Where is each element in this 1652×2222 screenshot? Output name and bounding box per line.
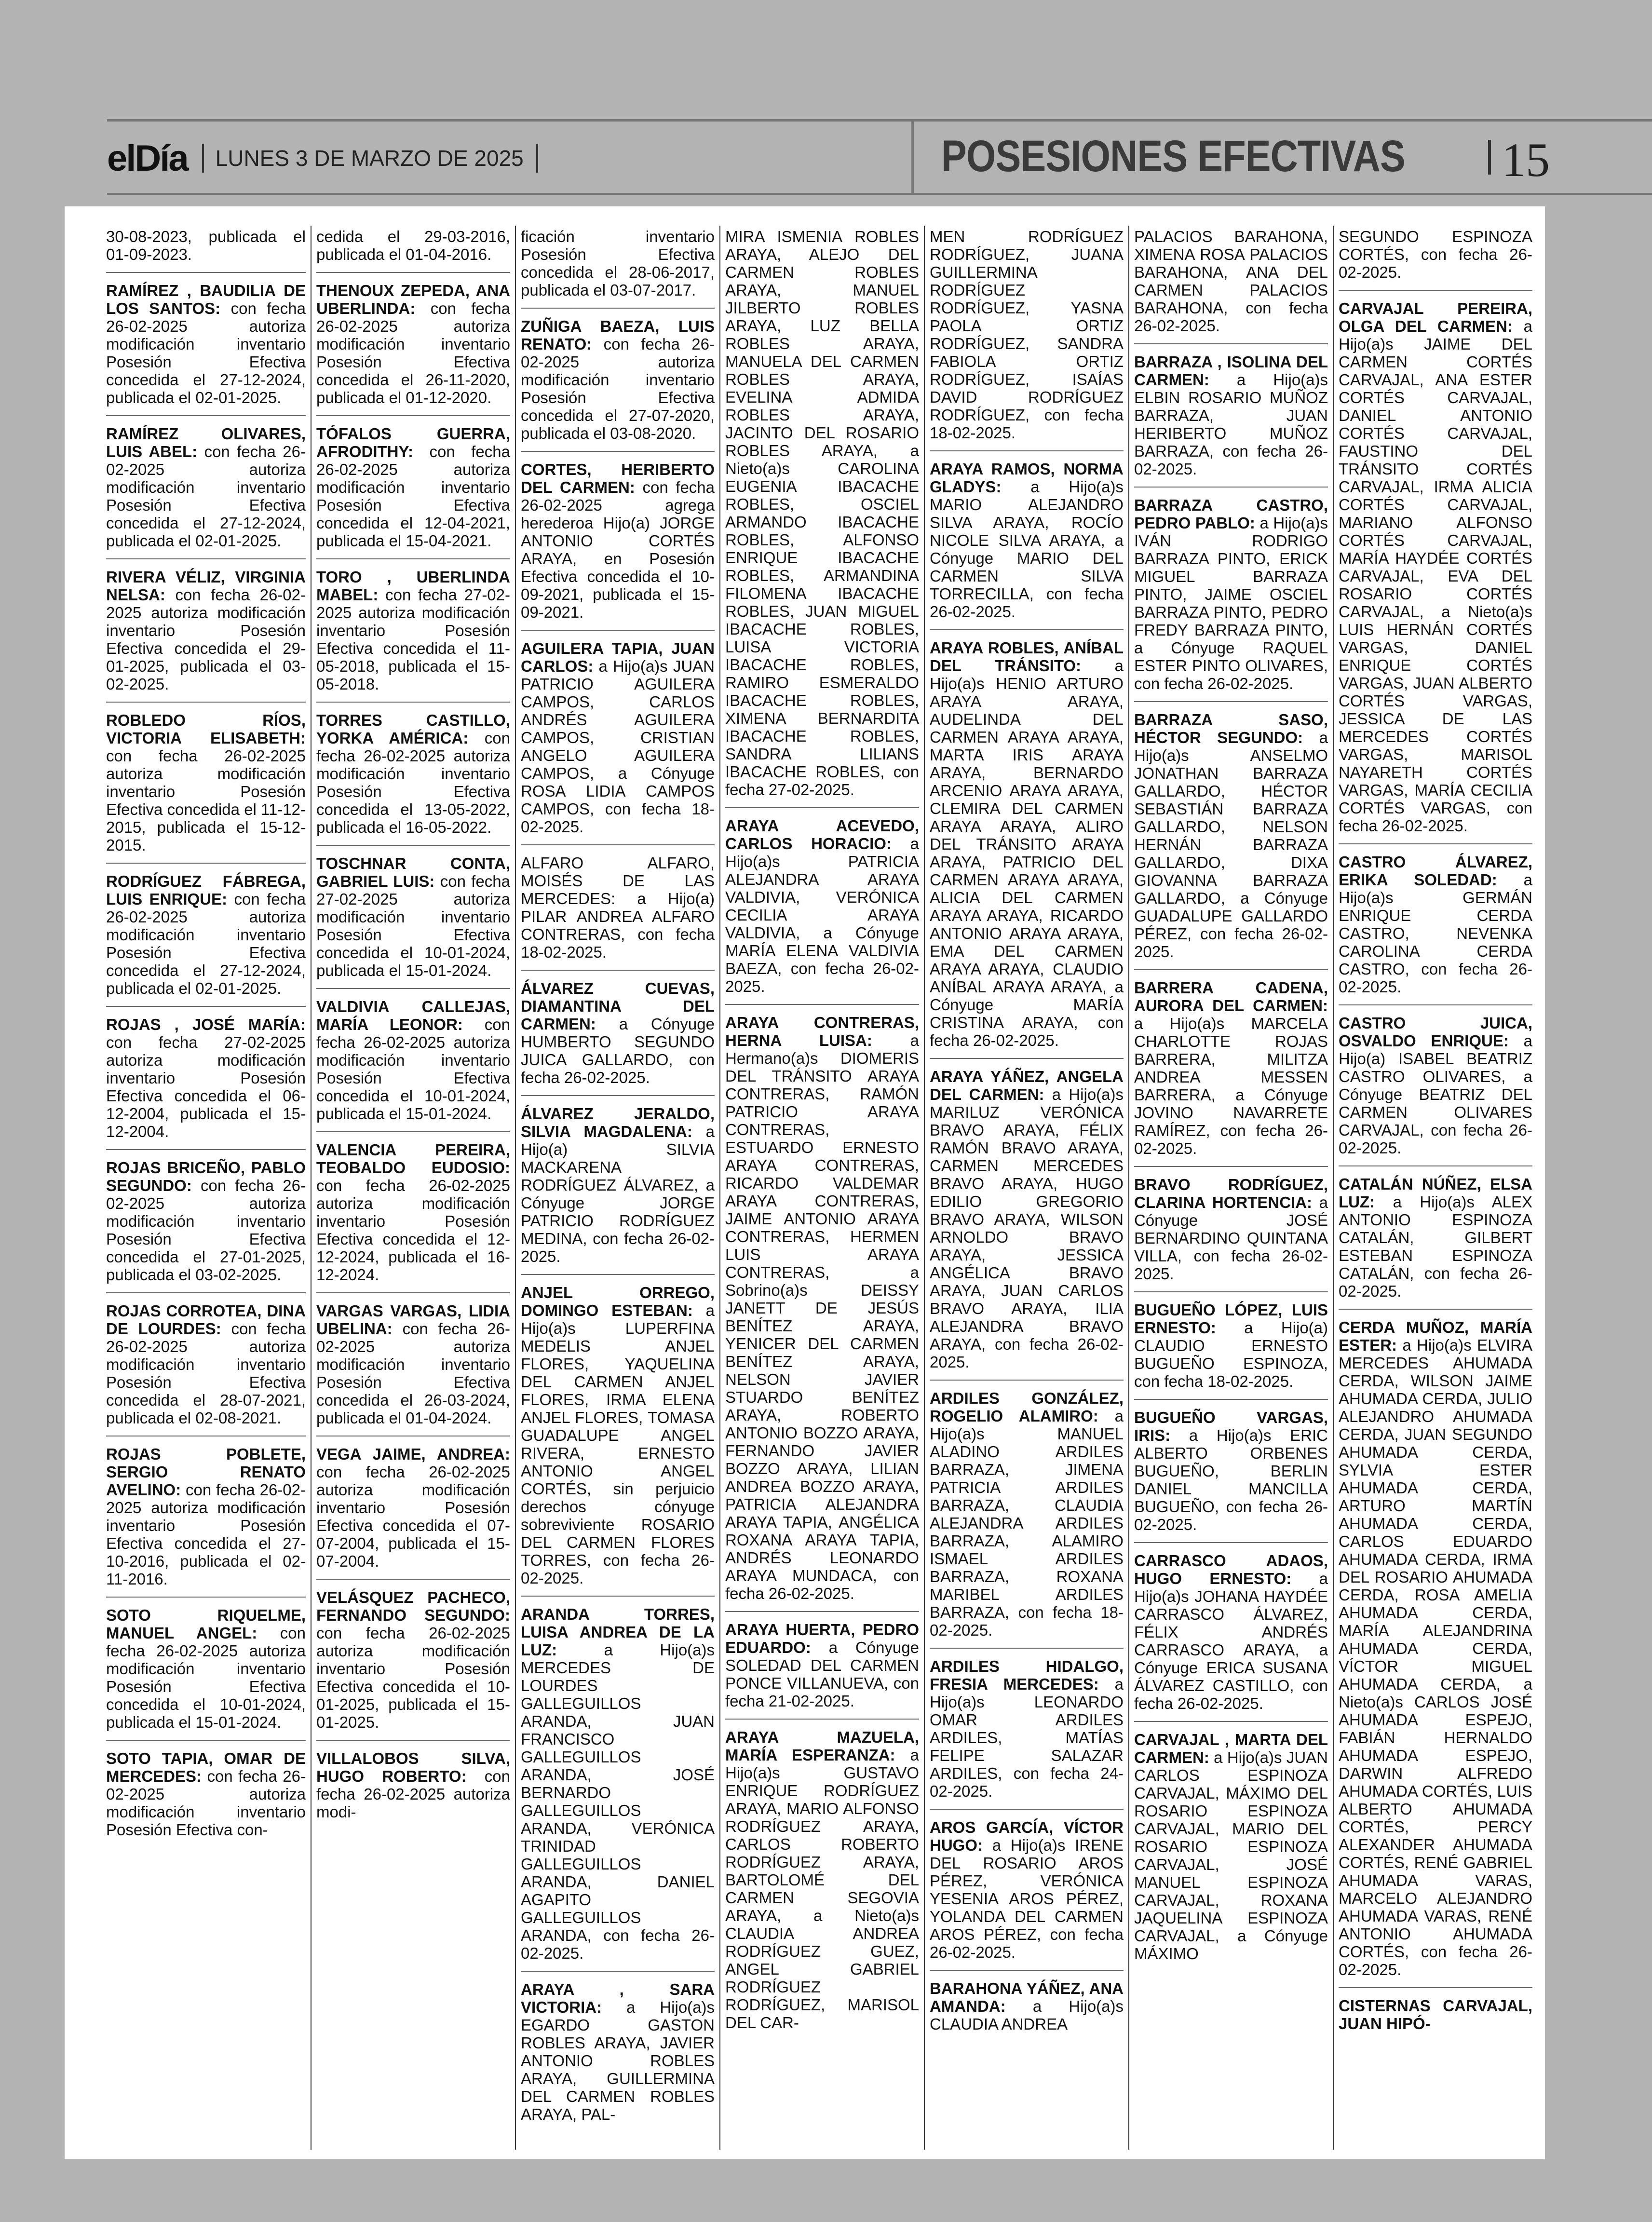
header-vertical-rule xyxy=(911,122,914,194)
decedent-name: BRAVO RODRÍGUEZ, CLARINA HORTENCIA: xyxy=(1134,1176,1328,1211)
notice-text: con fecha 26-02-2025 autoriza modificación inventario Posesión Efectiva concedida el 13-05-2022, publicada el 16-05-2022. xyxy=(316,729,510,836)
notice-entry xyxy=(1339,1012,1532,1166)
page-number: 15 xyxy=(1502,133,1550,187)
notice-entry xyxy=(1134,1550,1328,1722)
decedent-name: ARAYA CONTRERAS, HERNA LUISA: xyxy=(725,1014,919,1049)
notice-entry xyxy=(930,1816,1124,1971)
notice-text: con fecha 26-02-2025 autoriza modificación inventario Posesión Efectiva concedida el 12-04-2021, publicada el 15-04-2021. xyxy=(316,443,510,550)
notice-entry xyxy=(106,1157,306,1293)
notice-entry xyxy=(316,996,510,1132)
notice-entry xyxy=(521,637,715,845)
notice-column xyxy=(924,226,1128,2150)
notice-column xyxy=(515,226,719,2150)
notice-entry xyxy=(106,226,306,273)
notice-text: ALFARO ALFARO, MOISÉS DE LAS MERCEDES: a Hijo(a) PILAR ANDREA ALFARO CONTRERAS, con fecha 18-02-2025. xyxy=(521,854,715,961)
notice-entry xyxy=(316,1443,510,1580)
decedent-name: BUGUEÑO VARGAS, IRIS: xyxy=(1134,1409,1328,1444)
notice-text: a Cónyuge SOLEDAD DEL CARMEN PONCE VILLANUEVA, con fecha 21-02-2025. xyxy=(725,1639,919,1710)
notice-entry xyxy=(930,1387,1124,1649)
notice-text: con fecha 26-02-2025 autoriza modificación inventario Posesión Efectiva concedida el 29-01-2025, publicada el 03-02-2025. xyxy=(106,586,306,693)
notice-columns xyxy=(106,226,1537,2150)
decedent-name: VARGAS VARGAS, LIDIA UBELINA: xyxy=(316,1302,510,1338)
notice-column xyxy=(719,226,924,2150)
notice-text: ficación inventario Posesión Efectiva concedida el 28-06-2017, publicada el 03-07-2017. xyxy=(521,228,715,299)
notice-text: a Hijo(a)s ERIC ALBERTO ORBENES BUGUEÑO, BERLIN DANIEL MANCILLA BUGUEÑO, con fecha 26-02-2025. xyxy=(1134,1426,1328,1533)
notice-entry xyxy=(316,853,510,989)
notice-text: con fecha 26-02-2025 autoriza modificación inventario Posesión Efectiva con- xyxy=(106,1767,306,1839)
notice-entry xyxy=(316,1748,510,1829)
notice-text: con fecha 26-02-2025 autoriza modi- xyxy=(316,1767,511,1821)
notice-text: con fecha 26-02-2025 autoriza modificación inventario Posesión Efectiva concedida el 27-12-2024, publicada el 02-01-2025. xyxy=(106,890,306,997)
decedent-name: VELÁSQUEZ PACHECO, FERNANDO SEGUNDO: xyxy=(316,1588,510,1624)
notice-text: SEGUNDO ESPINOZA CORTÉS, con fecha 26-02-2025. xyxy=(1339,228,1532,281)
notice-text: con fecha 26-02-2025 autoriza modificación inventario Posesión Efectiva concedida el 12-12-2024, publicada el 16-12-2024. xyxy=(316,1177,510,1284)
notice-text: a Hijo(a)s JAIME DEL CARMEN CORTÉS CARVAJAL, ANA ESTER CORTÉS CARVAJAL, DANIEL ANTONIO CORTÉS CARVAJAL, FAUSTINO DEL TRÁNSITO CORTÉS CARVAJAL, IRMA ALICIA CORTÉS CARVAJAL, MARIANO ALFONSO CORTÉS CARVAJAL, MARÍA HAYDÉE CORTÉS CARVAJAL, EVA DEL ROSARIO CORTÉS CARVAJAL, a Nieto(a)s LUIS HERNÁN CORTÉS VARGAS, DANIEL ENRIQUE CORTÉS VARGAS, JUAN ALBERTO CORTÉS VARGAS, JESSICA DE LAS MERCEDES CORTÉS VARGAS, MARISOL NAYARETH CORTÉS VARGAS, MARÍA CECILIA CORTÉS VARGAS, con fecha 26-02-2025. xyxy=(1339,317,1532,835)
section-title: POSESIONES EFECTIVAS xyxy=(941,132,1405,181)
notice-text: a Hijo(a)s MARILUZ VERÓNICA BRAVO ARAYA, FÉLIX RAMÓN BRAVO ARAYA, CARMEN MERCEDES BRAVO ARAYA, HUGO EDILIO GREGORIO BRAVO ARAYA, WILSON ARNOLDO BRAVO ARAYA, JESSICA ANGÉLICA BRAVO ARAYA, JUAN CARLOS BRAVO ARAYA, ILIA ALEJANDRA BRAVO ARAYA, con fecha 26-02-2025. xyxy=(930,1085,1124,1371)
notice-text: con fecha 26-02-2025 autoriza modificación inventario Posesión Efectiva concedida el 26-03-2024, publicada el 01-04-2024. xyxy=(316,1320,510,1427)
decedent-name: CASTRO ÁLVAREZ, ERIKA SOLEDAD: xyxy=(1339,853,1532,889)
notice-entry xyxy=(930,1655,1124,1810)
decedent-name: ARAYA YÁÑEZ, ANGELA DEL CARMEN: xyxy=(930,1068,1124,1103)
notice-entry xyxy=(1134,1299,1328,1400)
decedent-name: CARVAJAL PEREIRA, OLGA DEL CARMEN: xyxy=(1339,299,1532,335)
decedent-name: VILLALOBOS SILVA, HUGO ROBERTO: xyxy=(316,1749,510,1785)
decedent-name: BARRAZA , ISOLINA DEL CARMEN: xyxy=(1134,353,1328,389)
notice-text: a Hijo(a) SILVIA MACKARENA RODRÍGUEZ ÁLVAREZ, a Cónyuge JORGE PATRICIO RODRÍGUEZ MEDINA, con fecha 26-02-2025. xyxy=(521,1123,715,1265)
page-number-divider xyxy=(1488,140,1491,175)
notice-column xyxy=(1128,226,1333,2150)
decedent-name: TOSCHNAR CONTA, GABRIEL LUIS: xyxy=(316,854,510,890)
header-divider xyxy=(536,144,538,173)
decedent-name: VALDIVIA CALLEJAS, MARÍA LEONOR: xyxy=(316,998,510,1033)
decedent-name: ROJAS , JOSÉ MARÍA: xyxy=(106,1016,306,1033)
notice-text: a Hijo(a)s JUAN CARLOS ESPINOZA CARVAJAL, MÁXIMO DEL ROSARIO ESPINOZA CARVAJAL, MARIO DEL ROSARIO ESPINOZA CARVAJAL, JOSÉ MANUEL ESPINOZA CARVAJAL, ROXANA JAQUELINA ESPINOZA CARVAJAL, a Cónyuge MÁXIMO xyxy=(1134,1748,1328,1963)
decedent-name: CISTERNAS CARVAJAL, JUAN HIPÓ- xyxy=(1339,1997,1532,2032)
notice-entry xyxy=(106,280,306,416)
notice-entry xyxy=(1134,1174,1328,1292)
notice-entry xyxy=(106,1014,306,1150)
decedent-name: ROJAS POBLETE, SERGIO RENATO AVELINO: xyxy=(106,1445,306,1499)
notice-text: MEN RODRÍGUEZ RODRÍGUEZ, JUANA GUILLERMINA RODRÍGUEZ RODRÍGUEZ, YASNA PAOLA ORTIZ RODRÍGUEZ, SANDRA FABIOLA ORTIZ RODRÍGUEZ, ISAÍAS DAVID RODRÍGUEZ RODRÍGUEZ, con fecha 18-02-2025. xyxy=(930,228,1124,442)
notice-entry xyxy=(106,709,306,864)
decedent-name: TÓFALOS GUERRA, AFRODITHY: xyxy=(316,425,510,461)
decedent-name: RAMÍREZ , BAUDILIA DE LOS SANTOS: xyxy=(106,282,306,317)
notice-entry xyxy=(1339,1173,1532,1310)
decedent-name: ANJEL ORREGO, DOMINGO ESTEBAN: xyxy=(521,1284,715,1319)
notice-entry xyxy=(316,566,510,703)
notice-entry xyxy=(316,280,510,416)
decedent-name: ARAYA ROBLES, ANÍBAL DEL TRÁNSITO: xyxy=(930,639,1124,675)
notice-entry xyxy=(316,1586,510,1741)
header-bottom-rule xyxy=(107,193,1652,195)
notice-entry xyxy=(106,566,306,703)
decedent-name: ARDILES GONZÁLEZ, ROGELIO ALAMIRO: xyxy=(930,1389,1124,1425)
notice-text: a Hijo(a)s ANSELMO JONATHAN BARRAZA GALLARDO, HÉCTOR SEBASTIÁN BARRAZA GALLARDO, NELSON HERNÁN BARRAZA GALLARDO, DIXA GIOVANNA BARRAZA GALLARDO, a Cónyuge GUADALUPE GALLARDO PÉREZ, con fecha 26-02-2025. xyxy=(1134,729,1328,961)
notice-entry xyxy=(1339,851,1532,1005)
notice-entry xyxy=(1339,226,1532,291)
notice-entry xyxy=(106,870,306,1007)
decedent-name: RIVERA VÉLIZ, VIRGINIA NELSA: xyxy=(106,568,306,604)
decedent-name: ZUÑIGA BAEZA, LUIS RENATO: xyxy=(521,317,715,353)
notice-text: a Hijo(a)s IRENE DEL ROSARIO AROS PÉREZ, VERÓNICA YESENIA AROS PÉREZ, YOLANDA DEL CARMEN AROS PÉREZ, con fecha 26-02-2025. xyxy=(930,1836,1124,1961)
notice-entry xyxy=(106,1300,306,1436)
decedent-name: ARAYA , SARA VICTORIA: xyxy=(521,1980,715,2016)
notice-text: a Hijo(a)s MANUEL ALADINO ARDILES BARRAZA, JIMENA PATRICIA ARDILES BARRAZA, CLAUDIA ALEJANDRA ARDILES BARRAZA, ALAMIRO ISMAEL ARDILES BARRAZA, ROXANA MARIBEL ARDILES BARRAZA, con fecha 18-02-2025. xyxy=(930,1407,1124,1639)
notice-text: con fecha 26-02-2025 autoriza modificación inventario Posesión Efectiva concedida el 27-12-2024, publicada el 02-01-2025. xyxy=(106,443,306,550)
decedent-name: CATALÁN NÚÑEZ, ELSA LUZ: xyxy=(1339,1175,1532,1211)
notice-text: con fecha 26-02-2025 agrega herederoa Hijo(a) JORGE ANTONIO CORTÉS ARAYA, en Posesión Efectiva concedida el 10-09-2021, publicada el 15-09-2021. xyxy=(521,478,715,621)
notice-text: con fecha 26-02-2025 autoriza modificación inventario Posesión Efectiva concedida el 26-11-2020, publicada el 01-12-2020. xyxy=(316,299,511,406)
notice-entry xyxy=(521,977,715,1096)
issue-date: LUNES 3 DE MARZO DE 2025 xyxy=(215,146,524,171)
notice-text: a Hermano(a)s DIOMERIS DEL TRÁNSITO ARAYA CONTRERAS, RAMÓN PATRICIO ARAYA CONTRERAS, ESTUARDO ERNESTO ARAYA CONTRERAS, RICARDO VALDEMAR ARAYA CONTRERAS, JAIME ANTONIO ARAYA CONTRERAS, HERMEN LUIS ARAYA CONTRERAS, a Sobrino(a)s DEISSY JANETT DE JESÚS BENÍTEZ ARAYA, YENICER DEL CARMEN BENÍTEZ ARAYA, NELSON JAVIER STUARDO BENÍTEZ ARAYA, ROBERTO ANTONIO BOZZO ARAYA, FERNANDO JAVIER BOZZO ARAYA, LILIAN ANDREA BOZZO ARAYA, PATRICIA ALEJANDRA ARAYA TAPIA, ANGÉLICA ROXANA ARAYA TAPIA, ANDRÉS LEONARDO ARAYA MUNDACA, con fecha 26-02-2025. xyxy=(725,1031,919,1602)
notice-text: con fecha 26-02-2025 autoriza modificación inventario Posesión Efectiva concedida el 27-01-2025, publicada el 03-02-2025. xyxy=(106,1177,306,1284)
decedent-name: ARAYA RAMOS, NORMA GLADYS: xyxy=(930,460,1124,496)
decedent-name: TORO , UBERLINDA MABEL: xyxy=(316,568,510,604)
notice-text: a Hijo(a) CLAUDIO ERNESTO BUGUEÑO ESPINOZA, con fecha 18-02-2025. xyxy=(1134,1319,1328,1390)
notice-text: a Hijo(a)s ELBIN ROSARIO MUÑOZ BARRAZA, JUAN HERIBERTO MUÑOZ BARRAZA, con fecha 26-02-2025. xyxy=(1134,371,1328,478)
notice-column xyxy=(106,226,311,2150)
notice-text: a Hijo(a)s IVÁN RODRIGO BARRAZA PINTO, ERICK MIGUEL BARRAZA PINTO, JAIME OSCIEL BARRAZA PINTO, PEDRO FREDY BARRAZA PINTO, a Cónyuge RAQUEL ESTER PINTO OLIVARES, con fecha 26-02-2025. xyxy=(1134,514,1328,692)
decedent-name: CARRASCO ADAOS, HUGO ERNESTO: xyxy=(1134,1552,1328,1587)
notice-entry xyxy=(1339,1995,1532,2041)
notice-text: PALACIOS BARAHONA, XIMENA ROSA PALACIOS BARAHONA, ANA DEL CARMEN PALACIOS BARAHONA, con fecha 26-02-2025. xyxy=(1134,228,1328,335)
notice-entry xyxy=(521,315,715,452)
decedent-name: VEGA JAIME, ANDREA: xyxy=(316,1445,510,1463)
notice-entry xyxy=(521,226,715,309)
notice-entry xyxy=(1339,298,1532,844)
notice-column xyxy=(1333,226,1537,2150)
notice-entry xyxy=(106,423,306,559)
decedent-name: AGUILERA TAPIA, JUAN CARLOS: xyxy=(521,639,715,675)
decedent-name: ROBLEDO RÍOS, VICTORIA ELISABETH: xyxy=(106,711,306,747)
notice-entry xyxy=(316,1300,510,1436)
notice-text: con fecha 26-02-2025 autoriza modificación inventario Posesión Efectiva concedida el 10-01-2025, publicada el 15-01-2025. xyxy=(316,1624,510,1731)
notice-entry xyxy=(1134,977,1328,1167)
decedent-name: ARAYA ACEVEDO, CARLOS HORACIO: xyxy=(725,817,919,853)
notice-text: a Hijo(a)s JOHANA HAYDÉE CARRASCO ÁLVAREZ, FÉLIX ANDRÉS CARRASCO ARAYA, a Cónyuge ERICA SUSANA ÁLVAREZ CASTILLO, con fecha 26-02-2025. xyxy=(1134,1570,1328,1712)
notice-text: con fecha 27-02-2025 autoriza modificación inventario Posesión Efectiva concedida el 11-05-2018, publicada el 15-05-2018. xyxy=(316,586,510,693)
decedent-name: BARRAZA CASTRO, PEDRO PABLO: xyxy=(1134,496,1328,532)
notice-entry xyxy=(106,1443,306,1598)
notice-text: 30-08-2023, publicada el 01-09-2023. xyxy=(106,228,306,263)
notice-entry xyxy=(1134,226,1328,344)
decedent-name: THENOUX ZEPEDA, ANA UBERLINDA: xyxy=(316,282,510,317)
notice-entry xyxy=(521,1603,715,1972)
notice-entry xyxy=(316,709,510,846)
notice-entry xyxy=(316,226,510,273)
notice-entry xyxy=(521,1978,715,2132)
decedent-name: RODRÍGUEZ FÁBREGA, LUIS ENRIQUE: xyxy=(106,872,306,908)
notice-text: a Hijo(a)s MARIO ALEJANDRO SILVA ARAYA, ROCÍO NICOLE SILVA ARAYA, a Cónyuge MARIO DEL CARMEN SILVA TORRECILLA, con fecha 26-02-2025. xyxy=(930,478,1124,621)
notice-text: a Hijo(a)s PATRICIA ALEJANDRA ARAYA VALDIVIA, VERÓNICA CECILIA ARAYA VALDIVIA, a Cónyuge MARÍA ELENA VALDIVIA BAEZA, con fecha 26-02-2025. xyxy=(725,835,920,995)
notice-text: a Hijo(a)s JUAN PATRICIO AGUILERA CAMPOS, CARLOS ANDRÉS AGUILERA CAMPOS, CRISTIAN ANGELO AGUILERA CAMPOS, a Cónyuge ROSA LIDIA CAMPOS CAMPOS, con fecha 18-02-2025. xyxy=(521,657,715,836)
decedent-name: ROJAS CORROTEA, DINA DE LOURDES: xyxy=(106,1302,306,1338)
notice-text: con fecha 26-02-2025 autoriza modificación inventario Posesión Efectiva concedida el 27-10-2016, publicada el 02-11-2016. xyxy=(106,1481,306,1588)
notice-entry xyxy=(930,458,1124,630)
notice-text: a Hijo(a)s MARCELA CHARLOTTE ROJAS BARRERA, MILITZA ANDREA MESSEN BARRERA, a Cónyuge JOVINO NAVARRETE RAMÍREZ, con fecha 26-02-2025. xyxy=(1134,1015,1328,1157)
decedent-name: ARAYA HUERTA, PEDRO EDUARDO: xyxy=(725,1621,919,1656)
notice-text: con fecha 27-02-2025 autoriza modificación inventario Posesión Efectiva concedida el 06-12-2004, publicada el 15-12-2004. xyxy=(106,1033,306,1140)
notice-text: a Hijo(a)s EGARDO GASTON ROBLES ARAYA, JAVIER ANTONIO ROBLES ARAYA, GUILLERMINA DEL CARMEN ROBLES ARAYA, PAL- xyxy=(521,1998,715,2123)
decedent-name: ROJAS BRICEÑO, PABLO SEGUNDO: xyxy=(106,1159,306,1194)
notice-entry xyxy=(725,815,919,1005)
decedent-name: ARDILES HIDALGO, FRESIA MERCEDES: xyxy=(930,1657,1124,1693)
notice-text: con fecha 26-02-2025 autoriza modificación inventario Posesión Efectiva concedida el 11-12-2015, publicada el 15-12-2015. xyxy=(106,747,306,854)
notice-entry xyxy=(725,226,919,808)
notice-text: a Hijo(a)s ALEX ANTONIO ESPINOZA CATALÁN, GILBERT ESTEBAN ESPINOZA CATALÁN, con fecha 26-02-2025. xyxy=(1339,1193,1532,1300)
notice-text: cedida el 29-03-2016, publicada el 01-04-2016. xyxy=(316,228,510,263)
decedent-name: BARRAZA SASO, HÉCTOR SEGUNDO: xyxy=(1134,711,1328,746)
notice-text: a Hijo(a)s LEONARDO OMAR ARDILES ARDILES, MATÍAS FELIPE SALAZAR ARDILES, con fecha 24-02-2025. xyxy=(930,1675,1124,1800)
decedent-name: BUGUEÑO LÓPEZ, LUIS ERNESTO: xyxy=(1134,1301,1328,1337)
notice-entry xyxy=(521,459,715,631)
decedent-name: SOTO TAPIA, OMAR DE MERCEDES: xyxy=(106,1749,306,1785)
notice-text: a Hijo(a)s GUSTAVO ENRIQUE RODRÍGUEZ ARAYA, MARIO ALFONSO RODRÍGUEZ ARAYA, CARLOS ROBERTO RODRÍGUEZ ARAYA, BARTOLOMÉ DEL CARMEN SEGOVIA ARAYA, a Nieto(a)s CLAUDIA ANDREA RODRÍGUEZ GUEZ, ANGEL GABRIEL RODRÍGUEZ RODRÍGUEZ, MARISOL DEL CAR- xyxy=(725,1746,919,2032)
decedent-name: ÁLVAREZ CUEVAS, DIAMANTINA DEL CARMEN: xyxy=(521,979,715,1033)
decedent-name: BARRERA CADENA, AURORA DEL CARMEN: xyxy=(1134,979,1328,1015)
notice-entry xyxy=(521,852,715,971)
notice-text: MIRA ISMENIA ROBLES ARAYA, ALEJO DEL CARMEN ROBLES ARAYA, MANUEL JILBERTO ROBLES ARAYA, LUZ BELLA ROBLES ARAYA, MANUELA DEL CARMEN ROBLES ARAYA, EVELINA ADMIDA ROBLES ARAYA, JACINTO DEL ROSARIO ROBLES ARAYA, a Nieto(a)s CAROLINA EUGENIA IBACACHE ROBLES, OSCIEL ARMANDO IBACACHE ROBLES, ALFONSO ENRIQUE IBACACHE ROBLES, ARMANDINA FILOMENA IBACACHE ROBLES, JUAN MIGUEL IBACACHE ROBLES, LUISA VICTORIA IBACACHE ROBLES, RAMIRO ESMERALDO IBACACHE ROBLES, XIMENA BERNARDITA IBACACHE ROBLES, SANDRA LILIANS IBACACHE ROBLES, con fecha 27-02-2025. xyxy=(725,228,919,799)
decedent-name: BARAHONA YÁÑEZ, ANA AMANDA: xyxy=(930,1979,1124,2015)
notice-entry xyxy=(930,1978,1124,2042)
decedent-name: RAMÍREZ OLIVARES, LUIS ABEL: xyxy=(106,425,306,461)
notice-entry xyxy=(1134,494,1328,702)
notice-entry xyxy=(106,1604,306,1741)
notice-text: con fecha 27-02-2025 autoriza modificación inventario Posesión Efectiva concedida el 10-01-2024, publicada el 15-01-2024. xyxy=(316,872,511,979)
decedent-name: CARVAJAL , MARTA DEL CARMEN: xyxy=(1134,1731,1328,1766)
notice-entry xyxy=(1134,351,1328,488)
decedent-name: CASTRO JUICA, OSVALDO ENRIQUE: xyxy=(1339,1014,1532,1050)
notice-entry xyxy=(316,423,510,559)
page-header xyxy=(107,122,1652,194)
notice-entry xyxy=(1134,1407,1328,1543)
notice-text: con fecha 26-02-2025 autoriza modificación inventario Posesión Efectiva concedida el 10-01-2024, publicada el 15-01-2024. xyxy=(106,1624,306,1731)
notice-entry xyxy=(106,1748,306,1847)
notice-entry xyxy=(930,637,1124,1059)
notice-text: con fecha 26-02-2025 autoriza modificación inventario Posesión Efectiva concedida el 27-07-2020, publicada el 03-08-2020. xyxy=(521,335,715,442)
notice-entry xyxy=(316,1139,510,1293)
notice-entry xyxy=(1134,709,1328,970)
notice-text: a Hijo(a)s CLAUDIA ANDREA xyxy=(930,1997,1124,2033)
header-left xyxy=(107,139,538,177)
decedent-name: CERDA MUÑOZ, MARÍA ESTER: xyxy=(1339,1318,1532,1354)
newspaper-logo: elDía xyxy=(107,137,188,179)
notice-entry xyxy=(521,1282,715,1597)
decedent-name: VALENCIA PEREIRA, TEOBALDO EUDOSIO: xyxy=(316,1141,510,1177)
decedent-name: CORTES, HERIBERTO DEL CARMEN: xyxy=(521,461,715,496)
decedent-name: ARANDA TORRES, LUISA ANDREA DE LA LUZ: xyxy=(521,1605,715,1659)
notice-text: a Hijo(a)s HENIO ARTURO ARAYA ARAYA, AUDELINDA DEL CARMEN ARAYA ARAYA, MARTA IRIS ARAYA ARAYA, BERNARDO ARCENIO ARAYA ARAYA, CLEMIRA DEL CARMEN ARAYA ARAYA, ALIRO DEL TRÁNSITO ARAYA ARAYA, PATRICIO DEL CARMEN ARAYA ARAYA, ALICIA DEL CARMEN ARAYA ARAYA, RICARDO ANTONIO ARAYA ARAYA, EMA DEL CARMEN ARAYA ARAYA, CLAUDIO ANÍBAL ARAYA ARAYA, a Cónyuge MARÍA CRISTINA ARAYA, con fecha 26-02-2025. xyxy=(930,657,1124,1049)
notice-entry xyxy=(930,226,1124,451)
notice-text: a Hijo(a)s LUPERFINA MEDELIS ANJEL FLORES, YAQUELINA DEL CARMEN ANJEL FLORES, IRMA ELENA ANJEL FLORES, TOMASA GUADALUPE ANGEL RIVERA, ERNESTO ANTONIO ANGEL CORTÉS, sin perjuicio derechos cónyuge sobreviviente ROSARIO DEL CARMEN FLORES TORRES, con fecha 26-02-2025. xyxy=(521,1301,715,1587)
notice-text: a Hijo(a)s GERMÁN ENRIQUE CERDA CASTRO, NEVENKA CAROLINA CERDA CASTRO, con fecha 26-02-2025. xyxy=(1339,871,1533,996)
notice-entry xyxy=(725,1619,919,1720)
notice-text: a Cónyuge JOSÉ BERNARDINO QUINTANA VILLA, con fecha 26-02-2025. xyxy=(1134,1193,1328,1283)
notice-entry xyxy=(1339,1316,1532,1988)
notice-entry xyxy=(930,1066,1124,1381)
notice-text: a Cónyuge HUMBERTO SEGUNDO JUICA GALLARDO, con fecha 26-02-2025. xyxy=(521,1015,715,1086)
notice-entry xyxy=(1134,1729,1328,1971)
notice-entry xyxy=(725,1012,919,1612)
decedent-name: SOTO RIQUELME, MANUEL ANGEL: xyxy=(106,1606,306,1642)
notice-text: con fecha 26-02-2025 autoriza modificación inventario Posesión Efectiva concedida el 27-12-2024, publicada el 02-01-2025. xyxy=(106,299,306,406)
notice-text: a Hijo(a)s ELVIRA MERCEDES AHUMADA CERDA, WILSON JAIME AHUMADA CERDA, JULIO ALEJANDRO AHUMADA CERDA, JUAN SEGUNDO AHUMADA CERDA, SYLVIA ESTER AHUMADA CERDA, ARTURO MARTÍN AHUMADA CERDA, CARLOS EDUARDO AHUMADA CERDA, IRMA DEL ROSARIO AHUMADA CERDA, ROSA AMELIA AHUMADA CERDA, MARÍA ALEJANDRINA AHUMADA CERDA, VÍCTOR MIGUEL AHUMADA CERDA, a Nieto(a)s CARLOS JOSÉ AHUMADA ESPEJO, FABIÁN HERNALDO AHUMADA ESPEJO, DARWIN ALFREDO AHUMADA CORTÉS, LUIS ALBERTO AHUMADA CORTÉS, PERCY ALEXANDER AHUMADA CORTÉS, RENÉ GABRIEL AHUMADA VARAS, MARCELO ALEJANDRO AHUMADA VARAS, RENÉ ANTONIO AHUMADA CORTÉS, con fecha 26-02-2025. xyxy=(1339,1336,1532,1978)
notice-text: con fecha 26-02-2025 autoriza modificación inventario Posesión Efectiva concedida el 07-07-2004, publicada el 15-07-2004. xyxy=(316,1463,510,1570)
page-body xyxy=(65,206,1545,2159)
notice-text: con fecha 26-02-2025 autoriza modificación inventario Posesión Efectiva concedida el 10-01-2024, publicada el 15-01-2024. xyxy=(316,1016,510,1123)
notice-entry xyxy=(521,1103,715,1275)
notice-text: con fecha 26-02-2025 autoriza modificación inventario Posesión Efectiva concedida el 28-07-2021, publicada el 02-08-2021. xyxy=(106,1320,306,1427)
notice-column xyxy=(311,226,515,2150)
decedent-name: TORRES CASTILLO, YORKA AMÉRICA: xyxy=(316,711,510,747)
header-divider xyxy=(202,144,204,173)
decedent-name: AROS GARCÍA, VÍCTOR HUGO: xyxy=(930,1818,1124,1854)
decedent-name: ÁLVAREZ JERALDO, SILVIA MAGDALENA: xyxy=(521,1105,715,1140)
notice-entry xyxy=(725,1726,919,2040)
notice-text: a Hijo(a)s MERCEDES DE LOURDES GALLEGUILLOS ARANDA, JUAN FRANCISCO GALLEGUILLOS ARANDA, JOSÉ BERNARDO GALLEGUILLOS ARANDA, VERÓNICA TRINIDAD GALLEGUILLOS ARANDA, DANIEL AGAPITO GALLEGUILLOS ARANDA, con fecha 26-02-2025. xyxy=(521,1641,715,1962)
notice-text: a Hijo(a) ISABEL BEATRIZ CASTRO OLIVARES, a Cónyuge BEATRIZ DEL CARMEN OLIVARES CARVAJAL, con fecha 26-02-2025. xyxy=(1339,1032,1532,1157)
decedent-name: ARAYA MAZUELA, MARÍA ESPERANZA: xyxy=(725,1728,919,1764)
